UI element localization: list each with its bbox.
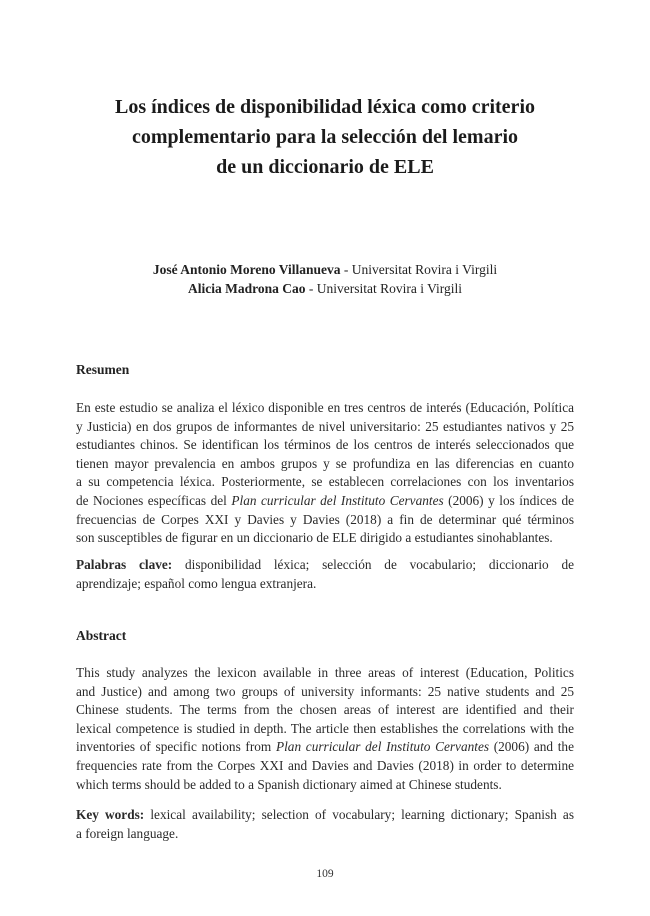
resumen-line: frecuencias de Corpes XXI y Davies y Davies (2018) a fin de determinar qué términos — [76, 511, 574, 527]
resumen-line: a su competencia léxica. Posteriormente, se establecen correlaciones con los inventarios — [76, 474, 574, 490]
author-1 — [60, 260, 590, 279]
resumen-line: son susceptibles de figurar en un diccionario de ELE dirigido a estudiantes sinohablantes. — [76, 530, 553, 546]
abstract-line: This study analyzes the lexicon available in three areas of interest (Education, Politics — [76, 665, 574, 680]
author-affiliation: - Universitat Rovira i Virgili — [305, 281, 463, 296]
resumen-line-with-ref — [76, 492, 574, 511]
page-number: 109 — [316, 868, 334, 880]
key-words-label: Key words: — [76, 807, 145, 822]
title-line-3: de un diccionario de ELE — [216, 156, 434, 178]
abstract-body — [76, 664, 574, 794]
author-list — [60, 260, 590, 298]
author-name: José Antonio Moreno Villanueva — [152, 262, 341, 277]
title-line-2: complementario para la selección del lemario — [131, 126, 518, 148]
key-words-text: lexical availability; selection of vocabulary; learning dictionary; Spanish as — [144, 807, 574, 822]
resumen-line: y Justicia) en dos grupos de informantes de nivel universitario: 25 estudiantes nativos y 25 — [76, 418, 574, 434]
key-words-line: a foreign language. — [76, 825, 179, 841]
resumen-line: tienen mayor prevalencia en ambos grupos y se profundiza en las diferencias en cuanto — [76, 455, 574, 471]
author-name: Alicia Madrona Cao — [187, 281, 306, 296]
author-affiliation: - Universitat Rovira i Virgili — [340, 262, 498, 277]
abstract-line: which terms should be added to a Spanish dictionary aimed at Chinese students. — [76, 776, 502, 792]
abstract-line: lexical competence is studied in depth. The article then establishes the correlations with the — [76, 720, 574, 736]
author-2 — [60, 279, 590, 298]
plan-curricular-ref: Plan curricular del Instituto Cervantes — [275, 739, 490, 755]
resumen-line-part: de Nociones específicas del — [76, 492, 227, 508]
resumen-heading: Resumen — [76, 362, 130, 377]
palabras-clave — [76, 556, 574, 593]
resumen-line: estudiantes chinos. Se identifican los términos de los centros de interés seleccionados que — [76, 437, 574, 453]
palabras-clave-label: Palabras clave: — [76, 557, 173, 572]
title-line-1: Los índices de disponibilidad léxica como criterio — [114, 96, 535, 118]
abstract-line: frequencies rate from the Corpes XXI and Davies and Davies (2018) in order to determine — [76, 757, 574, 773]
palabras-clave-line — [76, 556, 574, 575]
abstract-line: Chinese students. The terms from the chosen areas of interest are identified and their — [76, 702, 574, 718]
palabras-clave-text: disponibilidad léxica; selección de vocabulario; diccionario de — [172, 557, 574, 572]
abstract-line-with-ref — [76, 738, 574, 757]
key-words — [76, 806, 574, 843]
resumen-line: En este estudio se analiza el léxico disponible en tres centros de interés (Educación, Política — [76, 400, 574, 415]
plan-curricular-ref: Plan curricular del Instituto Cervantes — [231, 492, 444, 508]
abstract-line-part: (2006) and the — [489, 739, 574, 755]
abstract-heading: Abstract — [76, 628, 127, 643]
resumen-body — [76, 399, 574, 548]
resumen-line-part: (2006) y los índices de — [443, 492, 575, 508]
paper-title — [60, 92, 590, 182]
key-words-line — [76, 806, 574, 825]
abstract-line-part: inventories of specific notions from — [76, 739, 272, 755]
palabras-clave-line: aprendizaje; español como lengua extranjera. — [76, 575, 317, 591]
abstract-line: and Justice) and among two groups of university informants: 25 native students and 25 — [76, 683, 574, 699]
